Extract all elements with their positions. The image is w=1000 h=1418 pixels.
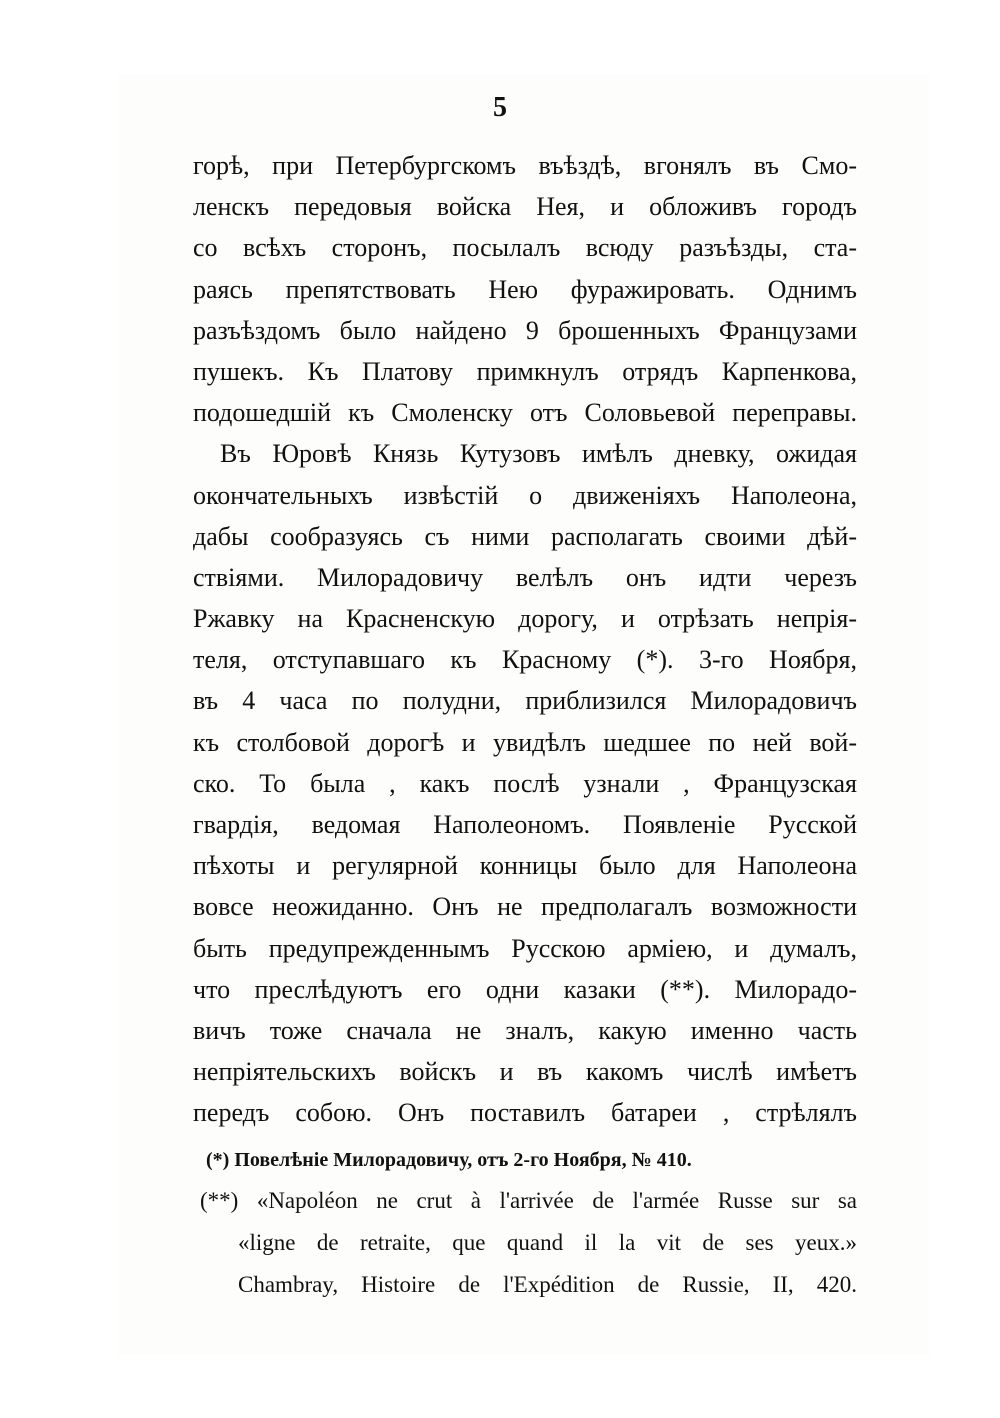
footnote-2 [200, 1180, 857, 1306]
text-line: ствіями. Милорадовичу велѣлъ онъ идти черезъ [193, 562, 857, 592]
text-line: быть предупрежденнымъ Русскою арміею, и думалъ, [193, 933, 857, 963]
text-line: теля, отступавшаго къ Красному (*). 3-го Ноября, [193, 645, 857, 675]
footnote-1: (*) Повелѣніе Милорадовичу, отъ 2-го Ноября, № 410. [206, 1149, 692, 1171]
text-line: пушекъ. Къ Платову примкнулъ отрядъ Карпенкова, [193, 356, 857, 386]
text-line: ленскъ передовыя войска Нея, и обложивъ городъ [193, 192, 857, 222]
text-line: разъѣздомъ было найдено 9 брошенныхъ Французами [193, 315, 857, 345]
text-line: горѣ, при Петербургскомъ въѣздѣ, вгонялъ въ Смо- [193, 151, 857, 180]
text-line: Ржавку на Красненскую дорогу, и отрѣзать непрія- [193, 604, 857, 634]
text-line: что преслѣдуютъ его одни казаки (**). Милорадо- [193, 974, 857, 1004]
text-line: подошедшій къ Смоленску отъ Соловьевой переправы. [193, 398, 857, 428]
footnote-2-line: Chambray, Histoire de l'Expédition de Russie, II, 420. [238, 1272, 857, 1297]
footnote-2-line: (**) «Napoléon ne crut à l'arrivée de l'armée Russe sur sa [200, 1188, 857, 1213]
text-line: къ столбовой дорогѣ и увидѣлъ шедшее по ней вой- [193, 727, 857, 757]
text-line: Въ Юровѣ Князь Кутузовъ имѣлъ дневку, ожидая [220, 439, 857, 469]
footnote-2-line: «ligne de retraite, que quand il la vit de ses yeux.» [238, 1230, 857, 1255]
text-line: вичъ тоже сначала не зналъ, какую именно часть [193, 1015, 857, 1045]
body-text [193, 145, 857, 1134]
text-line: раясь препятствовать Нею фуражировать. Однимъ [193, 274, 857, 304]
text-line: вовсе неожиданно. Онъ не предполагалъ возможности [193, 892, 857, 922]
text-line: окончательныхъ извѣстій о движеніяхъ Наполеона, [193, 480, 857, 510]
text-line: въ 4 часа по полудни, приблизился Милорадовичъ [193, 686, 857, 716]
text-line: дабы сообразуясь съ ними располагать своими дѣй- [193, 521, 857, 551]
text-line: непріятельскихъ войскъ и въ какомъ числѣ имѣетъ [193, 1057, 857, 1087]
text-line: передъ собою. Онъ поставилъ батареи , стрѣлялъ [193, 1098, 857, 1128]
text-line: ско. То была , какъ послѣ узнали , Французская [193, 768, 857, 798]
text-line: гвардія, ведомая Наполеономъ. Появленіе Русской [193, 810, 857, 839]
text-line: со всѣхъ сторонъ, посылалъ всюду разъѣзды, ста- [193, 233, 857, 263]
footnotes [200, 1140, 857, 1306]
page-number: 5 [493, 92, 507, 123]
text-line: пѣхоты и регулярной конницы было для Наполеона [193, 851, 857, 881]
